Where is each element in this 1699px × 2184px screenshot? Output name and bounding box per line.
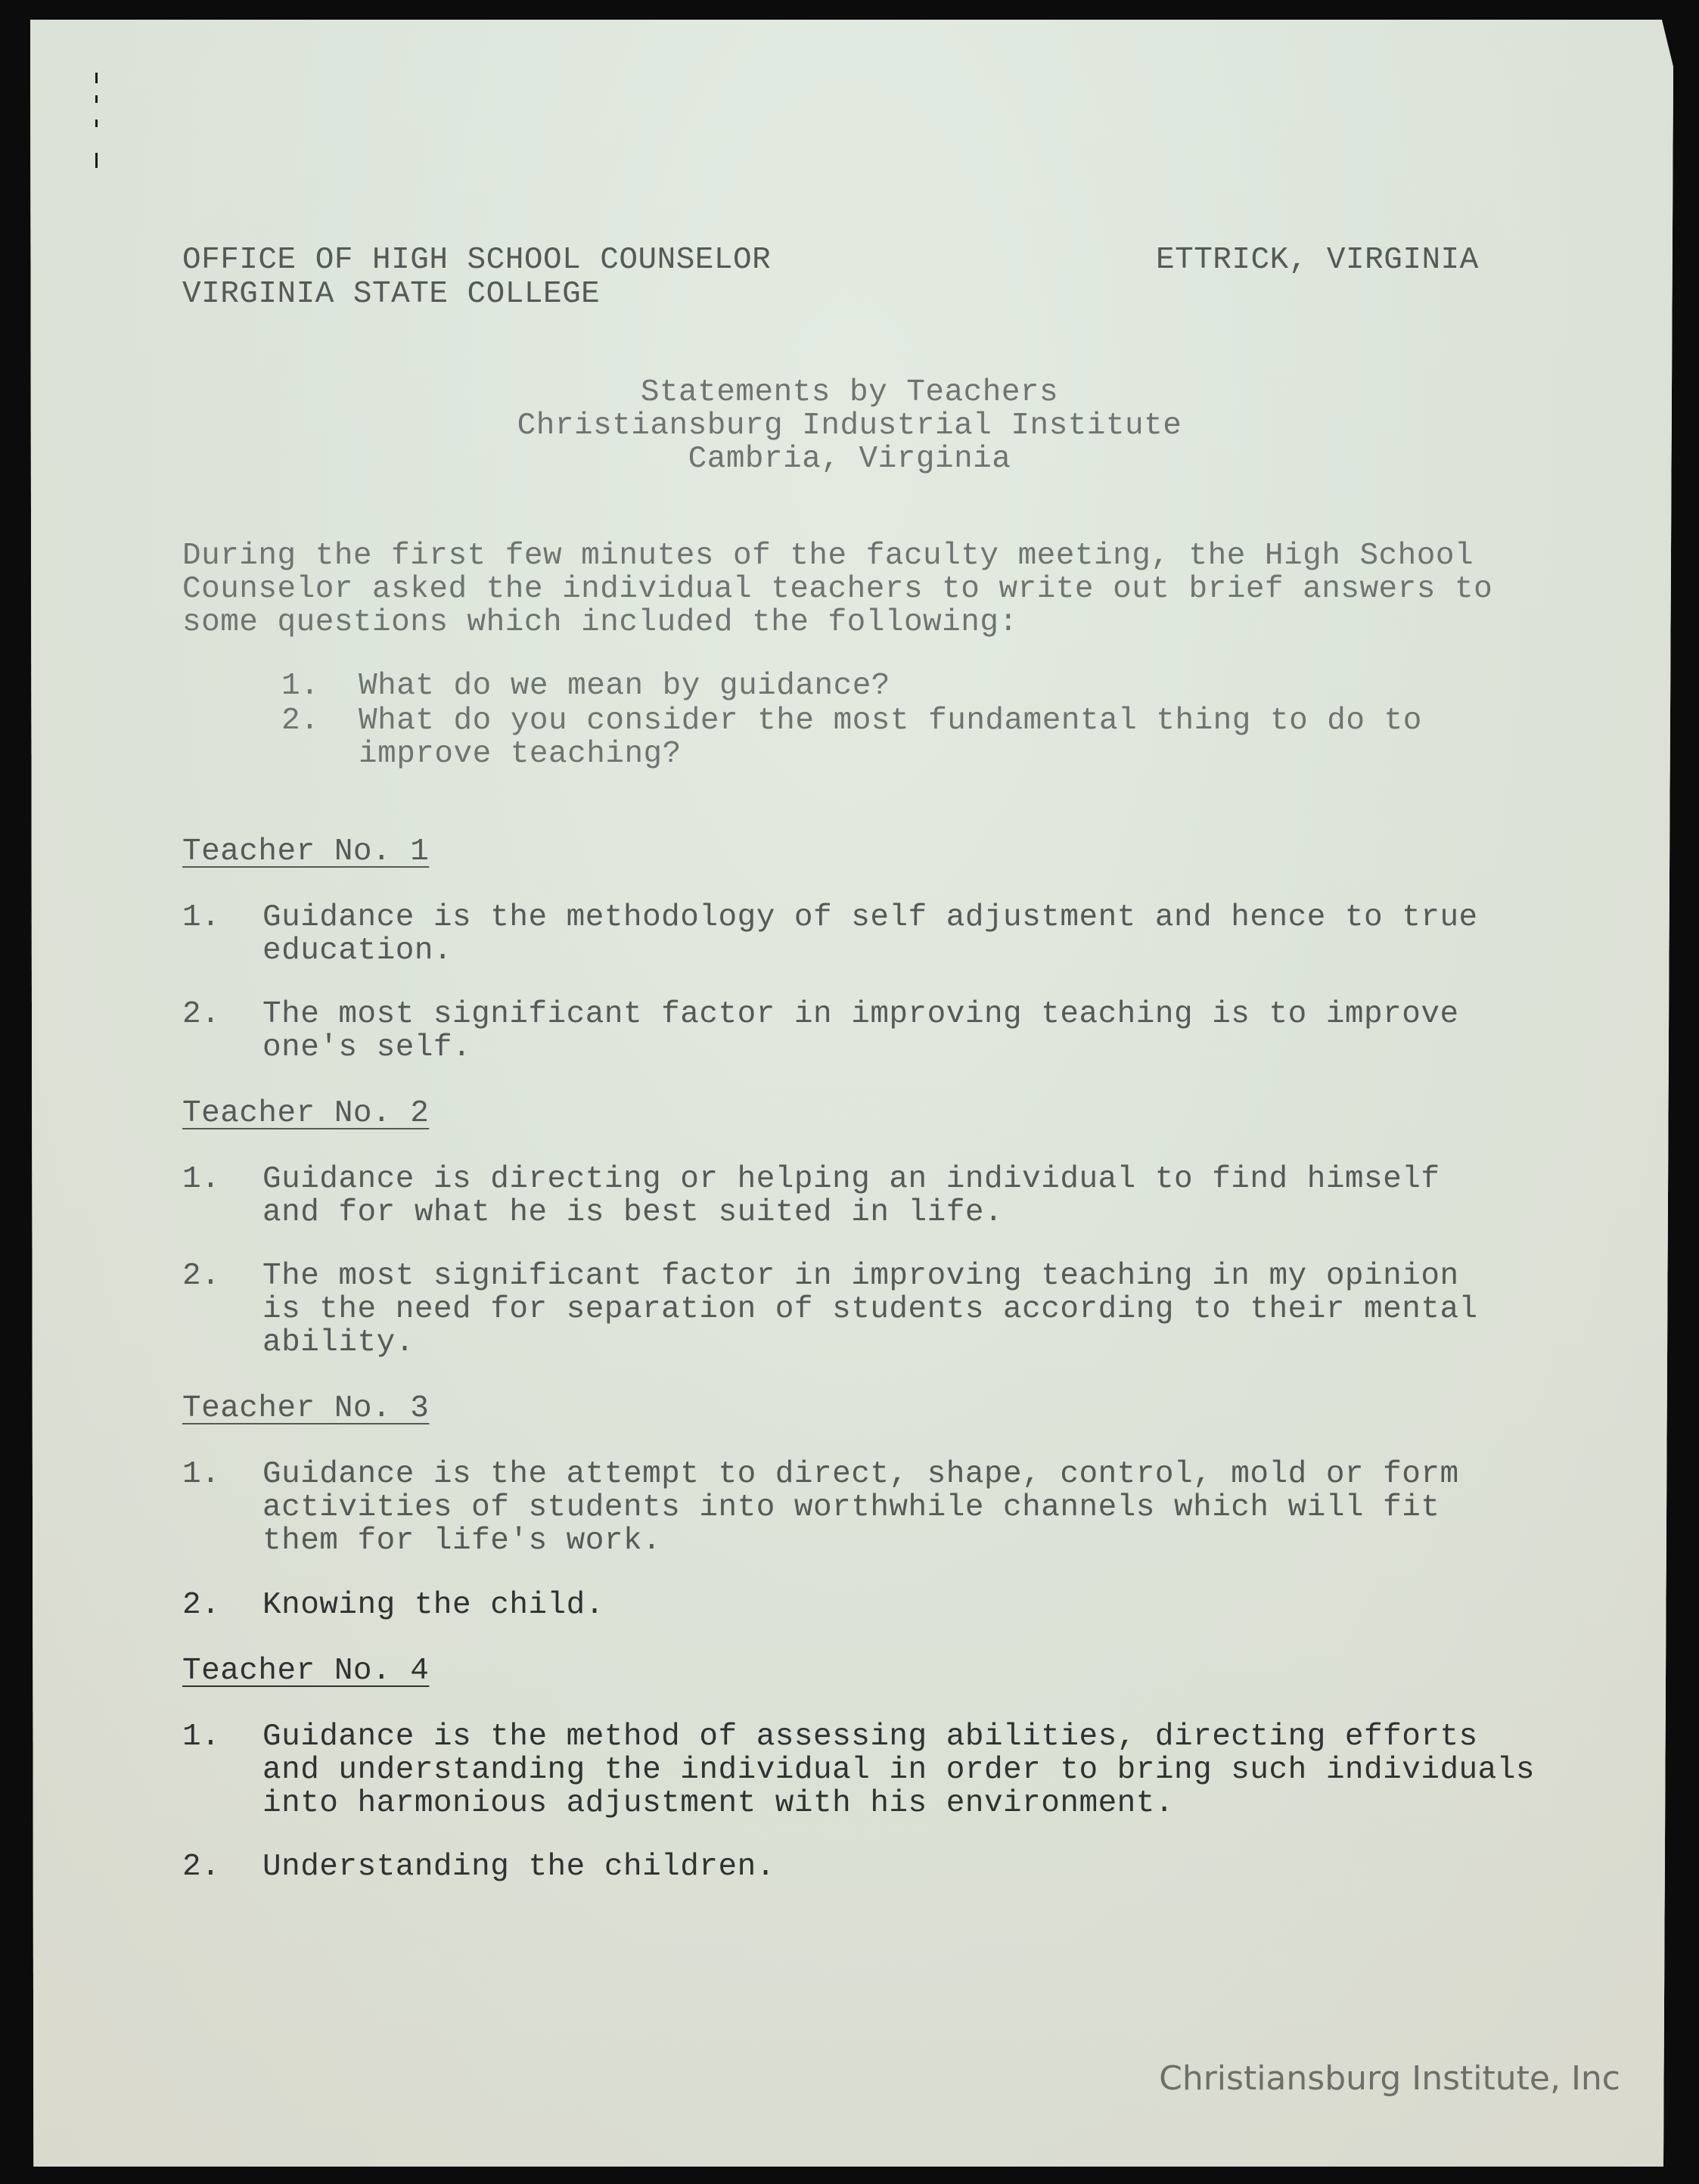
- watermark: Christiansburg Institute, Inc: [1159, 2059, 1620, 2098]
- answer-text: and understanding the individual in order to bring such individuals: [262, 1753, 1535, 1788]
- margin-mark: [95, 95, 98, 103]
- intro-line-2: Counselor asked the individual teachers to write out brief answers to: [182, 572, 1493, 607]
- question-text: What do you consider the most fundamental thing to do to: [359, 704, 1422, 738]
- answer-number: 1.: [182, 1162, 221, 1197]
- answer-text: is the need for separation of students according to their mental: [262, 1292, 1478, 1327]
- answer-number: 1.: [182, 1457, 221, 1492]
- title-line-3: Cambria, Virginia: [688, 442, 1011, 477]
- answer-text: education.: [262, 934, 453, 968]
- answer-text: The most significant factor in improving teaching is to improve: [262, 997, 1459, 1032]
- answer-text: into harmonious adjustment with his environment.: [262, 1786, 1174, 1821]
- question-number: 2.: [281, 704, 320, 738]
- title-line-1: Statements by Teachers: [640, 375, 1059, 410]
- question-text: improve teaching?: [359, 737, 682, 772]
- intro-line-1: During the first few minutes of the faculty meeting, the High School: [182, 539, 1474, 573]
- answer-text: and for what he is best suited in life.: [262, 1195, 1004, 1230]
- margin-mark: [95, 120, 98, 127]
- answer-text: ability.: [262, 1325, 415, 1360]
- answer-text: Guidance is directing or helping an individual to find himself: [262, 1162, 1440, 1197]
- answer-text: Guidance is the attempt to direct, shape, control, mold or form: [262, 1457, 1459, 1492]
- teacher-heading: Teacher No. 4: [182, 1654, 430, 1688]
- answer-text: The most significant factor in improving teaching in my opinion: [262, 1259, 1459, 1294]
- answer-number: 1.: [182, 900, 221, 935]
- title-line-2: Christiansburg Industrial Institute: [517, 409, 1182, 443]
- answer-text: them for life's work.: [262, 1524, 662, 1558]
- answer-number: 2.: [182, 1850, 221, 1884]
- answer-number: 2.: [182, 997, 221, 1032]
- answer-number: 2.: [182, 1588, 221, 1623]
- margin-mark: [95, 73, 98, 83]
- document-page: [30, 20, 1673, 2167]
- question-number: 1.: [281, 669, 320, 704]
- answer-number: 1.: [182, 1720, 221, 1754]
- margin-mark: [95, 153, 98, 168]
- answer-text: one's self.: [262, 1030, 472, 1065]
- location: ETTRICK, VIRGINIA: [1156, 243, 1479, 278]
- office-line-1: OFFICE OF HIGH SCHOOL COUNSELOR: [182, 243, 772, 278]
- intro-line-3: some questions which included the following:: [182, 605, 1018, 640]
- teacher-heading: Teacher No. 1: [182, 834, 430, 869]
- answer-text: activities of students into worthwhile channels which will fit: [262, 1490, 1440, 1525]
- question-text: What do we mean by guidance?: [359, 669, 890, 704]
- answer-text: Understanding the children.: [262, 1850, 775, 1884]
- answer-text: Guidance is the methodology of self adjustment and hence to true: [262, 900, 1478, 935]
- teacher-heading: Teacher No. 2: [182, 1096, 430, 1131]
- answer-number: 2.: [182, 1259, 221, 1294]
- teacher-heading: Teacher No. 3: [182, 1391, 430, 1426]
- office-line-2: VIRGINIA STATE COLLEGE: [182, 277, 601, 312]
- answer-text: Guidance is the method of assessing abilities, directing efforts: [262, 1720, 1478, 1754]
- answer-text: Knowing the child.: [262, 1588, 604, 1623]
